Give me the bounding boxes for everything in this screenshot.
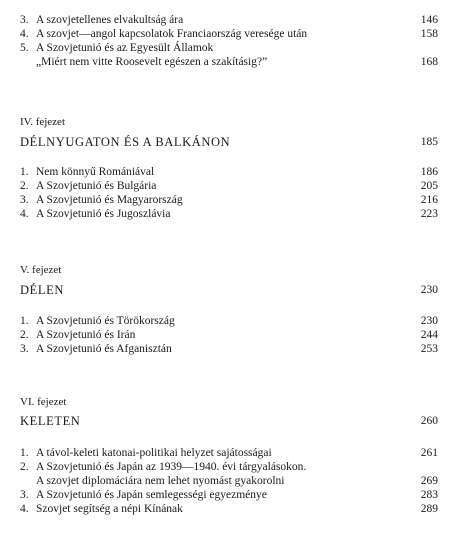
chapter-title [20, 414, 438, 430]
entry-title: A Szovjetunió és Magyarország [36, 194, 183, 206]
entry-title: A szovjet—angol kapcsolatok Franciaország veresége után [36, 28, 308, 40]
chapter-title-text: DÉLNYUGATON ÉS A BALKÁNON [20, 135, 231, 149]
entry-number: 5. [20, 42, 29, 54]
chapter-label: VI. fejezet [20, 396, 67, 408]
toc-entry [20, 13, 438, 27]
entry-page: 283 [420, 489, 438, 501]
entry-title: A szovjet diplomáciára nem lehet nyomást gyakorolni [36, 475, 285, 487]
entry-title: A távol-keleti katonai-politikai helyzet sajátosságai [36, 447, 272, 459]
entry-number: 2. [20, 329, 29, 341]
entry-number: 4. [20, 28, 29, 40]
entry-title-continued: „Miért nem vitte Roosevelt egészen a szakításig?” [36, 56, 268, 68]
toc-entry [20, 207, 438, 221]
entry-page: 244 [420, 329, 438, 341]
entry-title: A Szovjetunió és Jugoszlávia [36, 208, 171, 220]
entry-page: 168 [420, 56, 438, 68]
entry-page: 253 [420, 343, 438, 355]
entry-title: A Szovjetunió és Irán [36, 329, 136, 341]
chapter-title-text: KELETEN [20, 414, 81, 428]
entry-page: 261 [420, 447, 438, 459]
entry-page: 230 [420, 315, 438, 327]
toc-entry [20, 460, 438, 474]
toc-entry [20, 446, 438, 460]
toc-entry [20, 502, 438, 516]
entry-page: 146 [420, 14, 438, 26]
toc-entry [20, 488, 438, 502]
entry-number: 2. [20, 180, 29, 192]
toc-section-continued [20, 13, 438, 69]
toc-entry-continuation [20, 55, 438, 69]
entry-title: A Szovjetunió és az Egyesült Államok [36, 42, 214, 54]
chapter-page: 185 [420, 136, 438, 148]
toc-entry [20, 41, 438, 55]
toc-entry [20, 27, 438, 41]
entry-number: 1. [20, 315, 29, 327]
toc-entry [20, 474, 438, 488]
entry-number: 3. [20, 489, 29, 501]
chapter-label: V. fejezet [20, 264, 62, 276]
chapter-entries [20, 446, 438, 516]
entry-number: 4. [20, 208, 29, 220]
entry-page: 186 [420, 166, 438, 178]
toc-entry [20, 179, 438, 193]
chapter-page: 260 [420, 415, 438, 427]
toc-entry [20, 314, 438, 328]
entry-title: A Szovjetunió és Japán semlegességi egyezménye [36, 489, 267, 501]
entry-number: 3. [20, 194, 29, 206]
entry-title: A Szovjetunió és Bulgária [36, 180, 157, 192]
entry-page: 216 [420, 194, 438, 206]
chapter-title-text: DÉLEN [20, 283, 64, 297]
entry-title: Nem könnyű Romániával [36, 166, 155, 178]
entry-title: Szovjet segítség a népi Kínának [36, 503, 183, 515]
entry-number: 3. [20, 14, 29, 26]
entry-number: 2. [20, 461, 29, 473]
chapter-label: IV. fejezet [20, 116, 65, 128]
entry-title: A Szovjetunió és Afganisztán [36, 343, 172, 355]
entry-page: 205 [420, 180, 438, 192]
toc-entry [20, 193, 438, 207]
chapter-entries [20, 165, 438, 221]
entry-title: A Szovjetunió és Törökország [36, 315, 175, 327]
entry-number: 4. [20, 503, 29, 515]
toc-entry [20, 165, 438, 179]
chapter-title [20, 135, 438, 151]
entry-page: 223 [420, 208, 438, 220]
entry-number: 3. [20, 343, 29, 355]
entry-page: 158 [420, 28, 438, 40]
entry-page: 269 [420, 475, 438, 487]
chapter-title [20, 283, 438, 299]
entry-number: 1. [20, 447, 29, 459]
entry-title: A szovjetellenes elvakultság ára [36, 14, 184, 26]
entry-title: A Szovjetunió és Japán az 1939—1940. évi tárgyalásokon. [36, 461, 307, 473]
toc-entry [20, 328, 438, 342]
entry-number: 1. [20, 166, 29, 178]
chapter-page: 230 [420, 284, 438, 296]
toc-entry [20, 342, 438, 356]
chapter-entries [20, 314, 438, 356]
entry-page: 289 [420, 503, 438, 515]
